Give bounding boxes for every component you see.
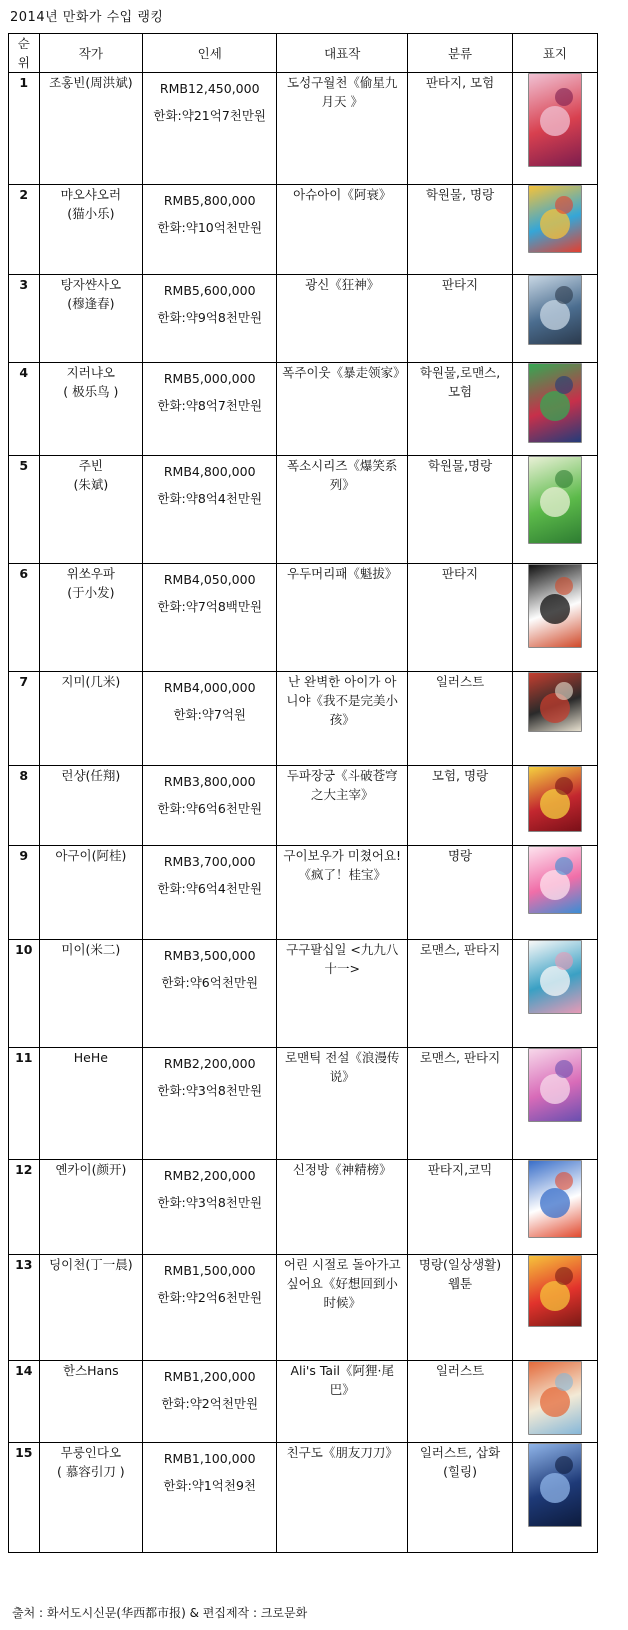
royalty-rmb: RMB1,500,000 — [163, 1263, 256, 1278]
table-body — [9, 73, 598, 1553]
rank-cell: 14 — [9, 1361, 40, 1443]
cover-cell — [512, 73, 597, 185]
royalty-krw: 한화:약7억원 — [173, 707, 246, 722]
page-title: 2014년 만화가 수입 랭킹 — [10, 10, 164, 25]
representative-work: 구이보우가 미쳤어요! 《疯了！桂宝》 — [277, 846, 408, 940]
cover-cell — [512, 1361, 597, 1443]
book-cover-image — [528, 672, 582, 732]
category-cell: 명랑 — [408, 846, 513, 940]
royalty-krw: 한화:약1억천9천 — [163, 1478, 256, 1493]
author-name-line: 런샹(任翔) — [61, 768, 121, 783]
author-cell — [39, 456, 143, 564]
table-row — [9, 1048, 598, 1160]
cover-figure-shape — [540, 106, 570, 136]
author-name-line: (猫小乐) — [67, 206, 115, 221]
cover-cell — [512, 1443, 597, 1553]
cover-cell — [512, 1048, 597, 1160]
book-cover-image — [528, 363, 582, 443]
author-cell — [39, 1048, 143, 1160]
author-name-line: 주빈 — [78, 458, 103, 473]
royalty-rmb: RMB1,200,000 — [163, 1369, 256, 1384]
royalty-rmb: RMB2,200,000 — [163, 1168, 256, 1183]
book-cover-image — [528, 846, 582, 914]
representative-work: 폭주이웃《暴走领家》 — [277, 363, 408, 456]
table-row — [9, 940, 598, 1048]
table-row — [9, 846, 598, 940]
rank-cell: 2 — [9, 185, 40, 275]
table-row — [9, 185, 598, 275]
royalty-krw: 한화:약6억4천만원 — [157, 881, 263, 896]
royalty-cell — [143, 363, 277, 456]
cover-accent-shape — [555, 1373, 573, 1391]
representative-work: 도성구월천《偷星九月天 》 — [277, 73, 408, 185]
table-row — [9, 766, 598, 846]
royalty-krw: 한화:약3억8천만원 — [157, 1195, 263, 1210]
royalty-krw: 한화:약21억7천만원 — [153, 108, 267, 123]
header-cover: 표지 — [512, 34, 597, 73]
author-cell — [39, 672, 143, 766]
royalty-rmb: RMB4,050,000 — [163, 572, 256, 587]
royalty-cell — [143, 766, 277, 846]
royalty-rmb: RMB3,500,000 — [163, 948, 256, 963]
rank-cell: 8 — [9, 766, 40, 846]
author-name-line: 딩이천(丁一晨) — [49, 1257, 133, 1272]
royalty-krw: 한화:약8억7천만원 — [157, 398, 263, 413]
royalty-rmb: RMB5,600,000 — [163, 283, 256, 298]
cover-cell — [512, 940, 597, 1048]
table-row — [9, 564, 598, 672]
author-name-line: ( 极乐鸟 ) — [63, 384, 119, 399]
representative-work: 친구도《朋友刀刀》 — [277, 1443, 408, 1553]
author-cell — [39, 766, 143, 846]
author-name-line: (穆逢春) — [67, 296, 115, 311]
cover-cell — [512, 185, 597, 275]
royalty-cell — [143, 1361, 277, 1443]
rank-cell: 15 — [9, 1443, 40, 1553]
royalty-cell — [143, 275, 277, 363]
author-cell — [39, 564, 143, 672]
cover-cell — [512, 456, 597, 564]
royalty-cell — [143, 456, 277, 564]
royalty-krw: 한화:약2억천만원 — [161, 1396, 259, 1411]
book-cover-image — [528, 564, 582, 648]
author-name-line: 지미(几米) — [61, 674, 121, 689]
table-row — [9, 73, 598, 185]
author-name-line: 옌카이(颜开) — [55, 1162, 127, 1177]
royalty-cell — [143, 672, 277, 766]
header-author: 작가 — [39, 34, 143, 73]
cover-figure-shape — [540, 594, 570, 624]
rank-cell: 13 — [9, 1255, 40, 1361]
cover-figure-shape — [540, 1387, 570, 1417]
cover-cell — [512, 766, 597, 846]
author-cell — [39, 1160, 143, 1255]
cover-accent-shape — [555, 470, 573, 488]
representative-work: 로맨틱 전설《浪漫传说》 — [277, 1048, 408, 1160]
author-cell — [39, 275, 143, 363]
table-row — [9, 672, 598, 766]
representative-work: 폭소시리즈《爆笑系列》 — [277, 456, 408, 564]
royalty-cell — [143, 564, 277, 672]
royalty-rmb: RMB4,800,000 — [163, 464, 256, 479]
royalty-cell — [143, 1255, 277, 1361]
rank-cell: 3 — [9, 275, 40, 363]
rank-cell: 9 — [9, 846, 40, 940]
royalty-krw: 한화:약8억4천만원 — [157, 491, 263, 506]
author-cell — [39, 363, 143, 456]
author-name-line: 미이(米二) — [61, 942, 121, 957]
rank-cell: 10 — [9, 940, 40, 1048]
category-cell: 일러스트, 삽화(힐링) — [408, 1443, 513, 1553]
table-row — [9, 1361, 598, 1443]
cover-figure-shape — [540, 966, 570, 996]
royalty-cell — [143, 1048, 277, 1160]
author-name-line: (朱斌) — [73, 477, 109, 492]
representative-work: 우두머리패《魁拔》 — [277, 564, 408, 672]
book-cover-image — [528, 940, 582, 1014]
book-cover-image — [528, 275, 582, 345]
header-rank: 순위 — [9, 34, 40, 73]
royalty-rmb: RMB3,800,000 — [163, 774, 256, 789]
author-cell — [39, 940, 143, 1048]
royalty-rmb: RMB2,200,000 — [163, 1056, 256, 1071]
royalty-rmb: RMB3,700,000 — [163, 854, 256, 869]
category-cell: 학원물, 명랑 — [408, 185, 513, 275]
category-cell: 판타지, 모험 — [408, 73, 513, 185]
table-row — [9, 456, 598, 564]
rank-cell: 7 — [9, 672, 40, 766]
author-cell — [39, 73, 143, 185]
book-cover-image — [528, 1443, 582, 1527]
royalty-krw: 한화:약6억6천만원 — [157, 801, 263, 816]
cover-accent-shape — [555, 857, 573, 875]
author-name-line: (于小发) — [67, 585, 115, 600]
category-cell: 로맨스, 판타지 — [408, 940, 513, 1048]
category-cell: 명랑(일상생활)웹툰 — [408, 1255, 513, 1361]
cover-accent-shape — [555, 1267, 573, 1285]
rank-cell: 5 — [9, 456, 40, 564]
author-name-line: 한스Hans — [63, 1363, 119, 1378]
cover-figure-shape — [540, 1188, 570, 1218]
book-cover-image — [528, 1255, 582, 1327]
author-name-line: 아구이(阿桂) — [55, 848, 127, 863]
cover-figure-shape — [540, 1473, 570, 1503]
cover-cell — [512, 363, 597, 456]
author-cell — [39, 1443, 143, 1553]
author-cell — [39, 1255, 143, 1361]
rank-cell: 4 — [9, 363, 40, 456]
representative-work: 어린 시절로 돌아가고 싶어요《好想回到小时候》 — [277, 1255, 408, 1361]
cover-accent-shape — [555, 1172, 573, 1190]
rank-cell: 1 — [9, 73, 40, 185]
cover-accent-shape — [555, 196, 573, 214]
cover-accent-shape — [555, 1060, 573, 1078]
cover-accent-shape — [555, 777, 573, 795]
cover-accent-shape — [555, 286, 573, 304]
representative-work: 아슈아이《阿衰》 — [277, 185, 408, 275]
author-cell — [39, 185, 143, 275]
cover-cell — [512, 1160, 597, 1255]
author-name-line: 먀오샤오러 — [60, 187, 122, 202]
rank-cell: 11 — [9, 1048, 40, 1160]
author-name-line: HeHe — [73, 1050, 108, 1065]
representative-work: 두파장궁《斗破苍穹之大主宰》 — [277, 766, 408, 846]
royalty-krw: 한화:약2억6천만원 — [157, 1290, 263, 1305]
cover-accent-shape — [555, 577, 573, 595]
book-cover-image — [528, 1160, 582, 1238]
book-cover-image — [528, 73, 582, 167]
author-name-line: 무룽인다오 — [60, 1445, 122, 1460]
cover-cell — [512, 846, 597, 940]
category-cell: 로맨스, 판타지 — [408, 1048, 513, 1160]
category-cell: 판타지 — [408, 275, 513, 363]
table-row — [9, 363, 598, 456]
royalty-cell — [143, 940, 277, 1048]
royalty-krw: 한화:약9억8천만원 — [157, 310, 263, 325]
author-name-line: 지러냐오 — [66, 365, 115, 380]
cover-accent-shape — [555, 952, 573, 970]
cover-accent-shape — [555, 682, 573, 700]
royalty-cell — [143, 1160, 277, 1255]
representative-work: 신정방《神精榜》 — [277, 1160, 408, 1255]
ranking-table — [8, 33, 598, 1553]
category-cell: 일러스트 — [408, 672, 513, 766]
rank-cell: 12 — [9, 1160, 40, 1255]
cover-figure-shape — [540, 487, 570, 517]
source-credit: 출처 : 화서도시신문(华西都市报) & 편집제작 : 크로문화 — [12, 1606, 308, 1620]
royalty-rmb: RMB5,800,000 — [163, 193, 256, 208]
cover-figure-shape — [540, 391, 570, 421]
cover-figure-shape — [540, 1074, 570, 1104]
author-name-line: 탕자쌴사오 — [60, 277, 122, 292]
header-representative: 대표작 — [277, 34, 408, 73]
rank-cell: 6 — [9, 564, 40, 672]
royalty-rmb: RMB4,000,000 — [163, 680, 256, 695]
author-cell — [39, 1361, 143, 1443]
table-row — [9, 1443, 598, 1553]
royalty-cell — [143, 1443, 277, 1553]
royalty-cell — [143, 846, 277, 940]
category-cell: 판타지,코믹 — [408, 1160, 513, 1255]
table-row — [9, 275, 598, 363]
header-category: 분류 — [408, 34, 513, 73]
category-cell: 학원물,명랑 — [408, 456, 513, 564]
table-row — [9, 1255, 598, 1361]
representative-work: 난 완벽한 아이가 아니야《我不是完美小孩》 — [277, 672, 408, 766]
cover-cell — [512, 564, 597, 672]
table-row — [9, 1160, 598, 1255]
author-name-line: 위쏘우파 — [66, 566, 115, 581]
author-name-line: 조홍빈(周洪斌) — [49, 75, 133, 90]
royalty-rmb: RMB5,000,000 — [163, 371, 256, 386]
category-cell: 판타지 — [408, 564, 513, 672]
cover-cell — [512, 672, 597, 766]
representative-work: 광신《狂神》 — [277, 275, 408, 363]
book-cover-image — [528, 1361, 582, 1435]
cover-cell — [512, 1255, 597, 1361]
category-cell: 일러스트 — [408, 1361, 513, 1443]
royalty-cell — [143, 185, 277, 275]
book-cover-image — [528, 766, 582, 832]
header-royalty: 인세 — [143, 34, 277, 73]
royalty-krw: 한화:약10억천만원 — [157, 220, 263, 235]
author-name-line: ( 慕容引刀 ) — [56, 1464, 125, 1479]
author-cell — [39, 846, 143, 940]
book-cover-image — [528, 185, 582, 253]
header-row — [9, 34, 598, 73]
royalty-rmb: RMB1,100,000 — [163, 1451, 256, 1466]
cover-figure-shape — [540, 1281, 570, 1311]
cover-cell — [512, 275, 597, 363]
royalty-cell — [143, 73, 277, 185]
book-cover-image — [528, 456, 582, 544]
cover-figure-shape — [540, 300, 570, 330]
representative-work: Ali's Tail《阿狸·尾巴》 — [277, 1361, 408, 1443]
royalty-krw: 한화:약7억8백만원 — [157, 599, 263, 614]
representative-work: 구구팔십일 <九九八十一> — [277, 940, 408, 1048]
royalty-krw: 한화:약6억천만원 — [161, 975, 259, 990]
category-cell: 모험, 명랑 — [408, 766, 513, 846]
cover-accent-shape — [555, 376, 573, 394]
royalty-krw: 한화:약3억8천만원 — [157, 1083, 263, 1098]
royalty-rmb: RMB12,450,000 — [159, 81, 260, 96]
cover-accent-shape — [555, 1456, 573, 1474]
book-cover-image — [528, 1048, 582, 1122]
category-cell: 학원물,로맨스, 모험 — [408, 363, 513, 456]
cover-accent-shape — [555, 88, 573, 106]
